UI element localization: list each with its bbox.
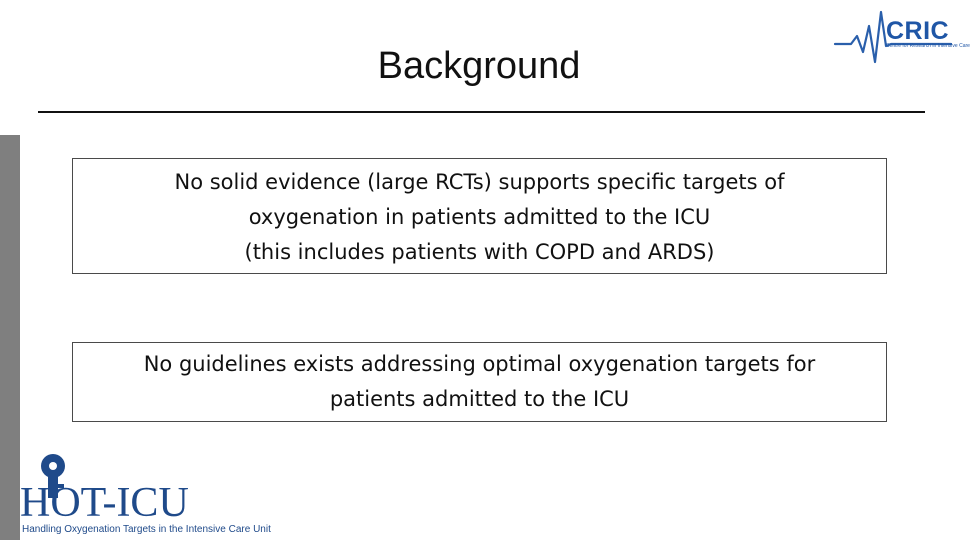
statement-line: (this includes patients with COPD and ARDS) — [244, 240, 715, 264]
statement-line: patients admitted to the ICU — [329, 387, 630, 411]
statement-box-evidence — [72, 158, 887, 274]
side-accent-bar — [0, 135, 20, 540]
title-divider — [38, 111, 925, 113]
hot-icu-logo-name: HOT-ICU — [20, 480, 189, 526]
statement-line: No solid evidence (large RCTs) supports specific targets of — [174, 170, 785, 194]
statement-line: No guidelines exists addressing optimal oxygenation targets for — [143, 352, 816, 376]
slide-title: Background — [377, 45, 581, 87]
cric-logo-name: CRIC — [886, 17, 950, 45]
statement-line: oxygenation in patients admitted to the ICU — [248, 205, 711, 229]
hot-icu-logo-tagline: Handling Oxygenation Targets in the Intensive Care Unit — [22, 524, 271, 535]
statement-box-guidelines — [72, 342, 887, 422]
cric-logo-tagline: Centre for Research in Intensive Care — [886, 43, 970, 49]
